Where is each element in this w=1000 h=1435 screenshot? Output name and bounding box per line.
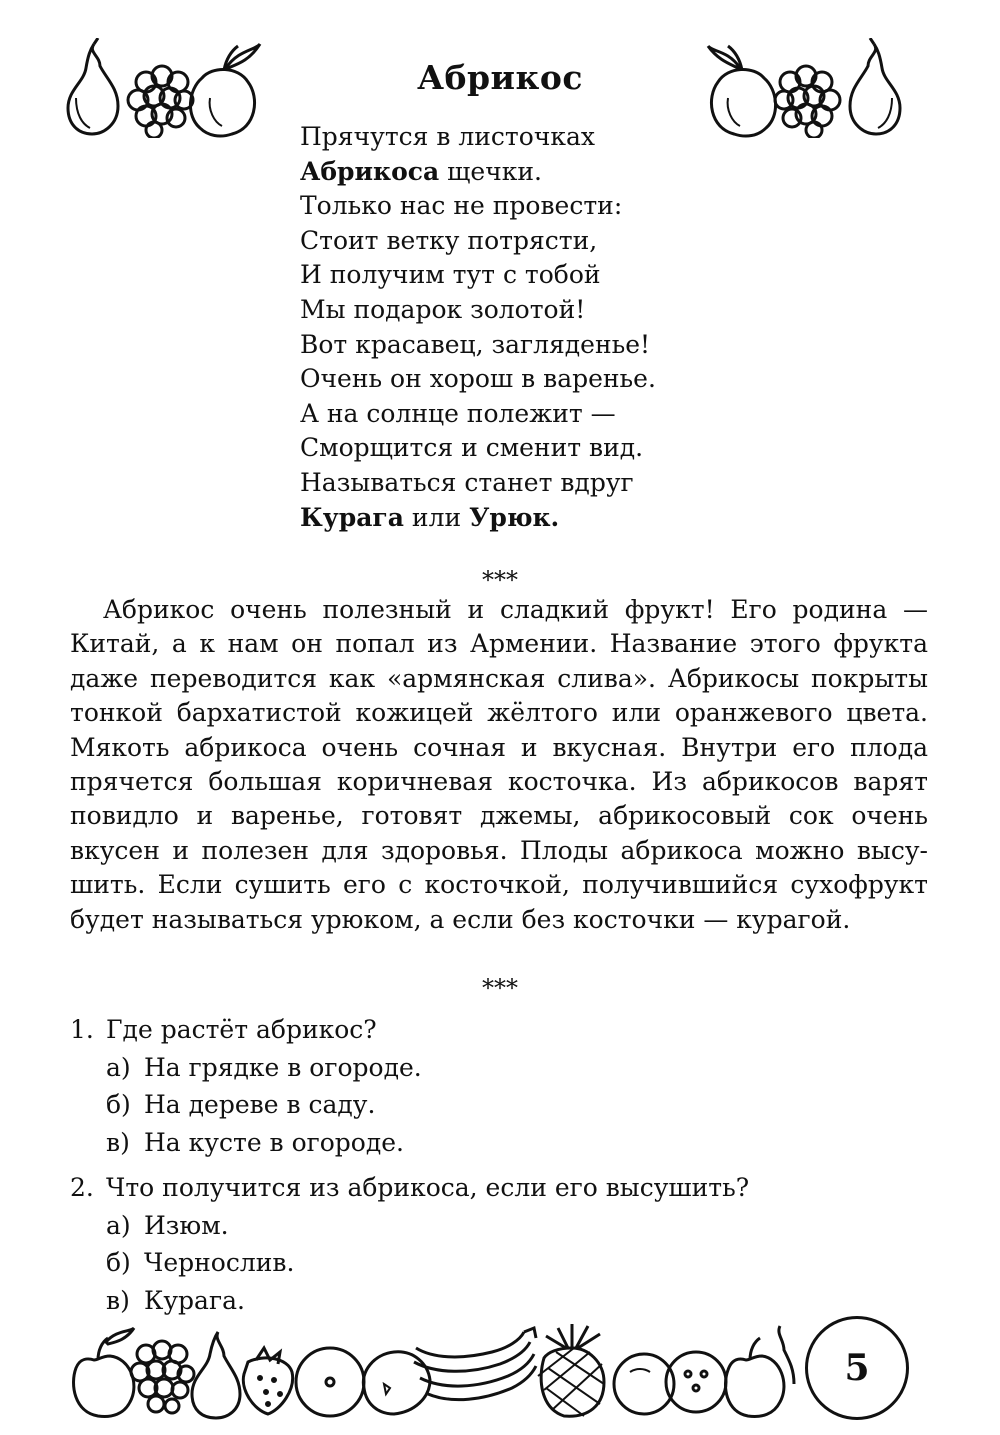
poem-text: Мы подарок золотой! xyxy=(300,294,586,324)
poem-line xyxy=(300,466,820,501)
poem-line xyxy=(300,189,820,224)
question-number: 2. xyxy=(70,1173,94,1202)
poem-line xyxy=(300,155,820,190)
paragraph: Абрикос очень полезный и сладкий фрукт! Его родина — Китай, а к нам он попал из Армении. Название этого фрукта даже переводится как «армянская слива». Абрикосы покрыты тонкой бархатистой кожицей жёлтого или оранжевого цвета. Мякоть абрикоса очень сочная и вкусная. Внутри его плода прячется большая коричневая косточка. Из абрикосов варят повидло и варенье, готовят джемы, абрикосовый сок очень вкусен и полезен для здоровья. Плоды абрикоса можно высушить. Если сушить его с косточкой, получившийся сухофрукт будет называться урюком, а если без косточки — курагой. xyxy=(70,595,928,934)
page-number: 5 xyxy=(805,1316,909,1420)
answer-option xyxy=(70,1086,930,1124)
question-text-line xyxy=(70,1169,930,1207)
option-letter: в) xyxy=(106,1127,130,1157)
poem-text: или xyxy=(403,502,470,532)
poem-line xyxy=(300,293,820,328)
poem-bold-word: Урюк. xyxy=(469,502,560,532)
poem-text: Прячутся в листочках xyxy=(300,122,595,151)
poem-line xyxy=(300,224,820,259)
poem-line xyxy=(300,362,820,397)
option-text: На кусте в огороде. xyxy=(144,1127,404,1157)
option-letter: в) xyxy=(106,1285,130,1315)
option-text: Изюм. xyxy=(144,1210,229,1240)
question-text-line xyxy=(70,1011,930,1049)
poem-line xyxy=(300,328,820,363)
poem-line xyxy=(300,397,820,432)
option-text: Чернослив. xyxy=(144,1248,295,1277)
option-text: Курага. xyxy=(144,1285,245,1315)
poem-text: Только нас не провести: xyxy=(300,191,623,221)
poem-line xyxy=(300,501,820,536)
page-title: Абрикос xyxy=(417,58,583,97)
separator: *** xyxy=(482,974,518,1002)
option-letter: а) xyxy=(106,1210,131,1240)
answer-option xyxy=(70,1282,930,1320)
poem-line xyxy=(300,120,820,155)
poem-text: Называться станет вдруг xyxy=(300,467,634,497)
poem xyxy=(300,120,820,535)
answer-option xyxy=(70,1049,930,1087)
poem-text: Очень он хорош в варенье. xyxy=(300,364,656,394)
question-number: 1. xyxy=(70,1015,94,1044)
answer-option xyxy=(70,1244,930,1282)
option-text: На дереве в саду. xyxy=(144,1090,376,1119)
answer-option xyxy=(70,1207,930,1245)
question-text: Что получится из абрикоса, если его высушить? xyxy=(106,1173,750,1202)
option-letter: а) xyxy=(106,1052,131,1082)
poem-bold-word: Курага xyxy=(300,502,404,532)
option-letter: б) xyxy=(106,1248,131,1277)
question-2 xyxy=(70,1169,930,1319)
poem-bold-word: Абрикоса xyxy=(300,156,440,186)
poem-text: щечки. xyxy=(439,156,542,186)
poem-line xyxy=(300,258,820,293)
poem-text: И получим тут с тобой xyxy=(300,260,601,290)
poem-line xyxy=(300,431,820,466)
poem-text: А на солнце полежит — xyxy=(300,398,616,428)
question-text: Где растёт абрикос? xyxy=(106,1015,377,1044)
option-letter: б) xyxy=(106,1090,131,1119)
question-1 xyxy=(70,1011,930,1161)
poem-text: Сморщится и сменит вид. xyxy=(300,433,644,463)
answer-option xyxy=(70,1124,930,1162)
separator: *** xyxy=(482,566,518,594)
poem-text: Стоит ветку потрясти, xyxy=(300,225,598,255)
poem-text: Вот красавец, загляденье! xyxy=(300,329,651,359)
option-text: На грядке в огороде. xyxy=(144,1052,422,1082)
fruit-border-icon xyxy=(68,1318,796,1420)
